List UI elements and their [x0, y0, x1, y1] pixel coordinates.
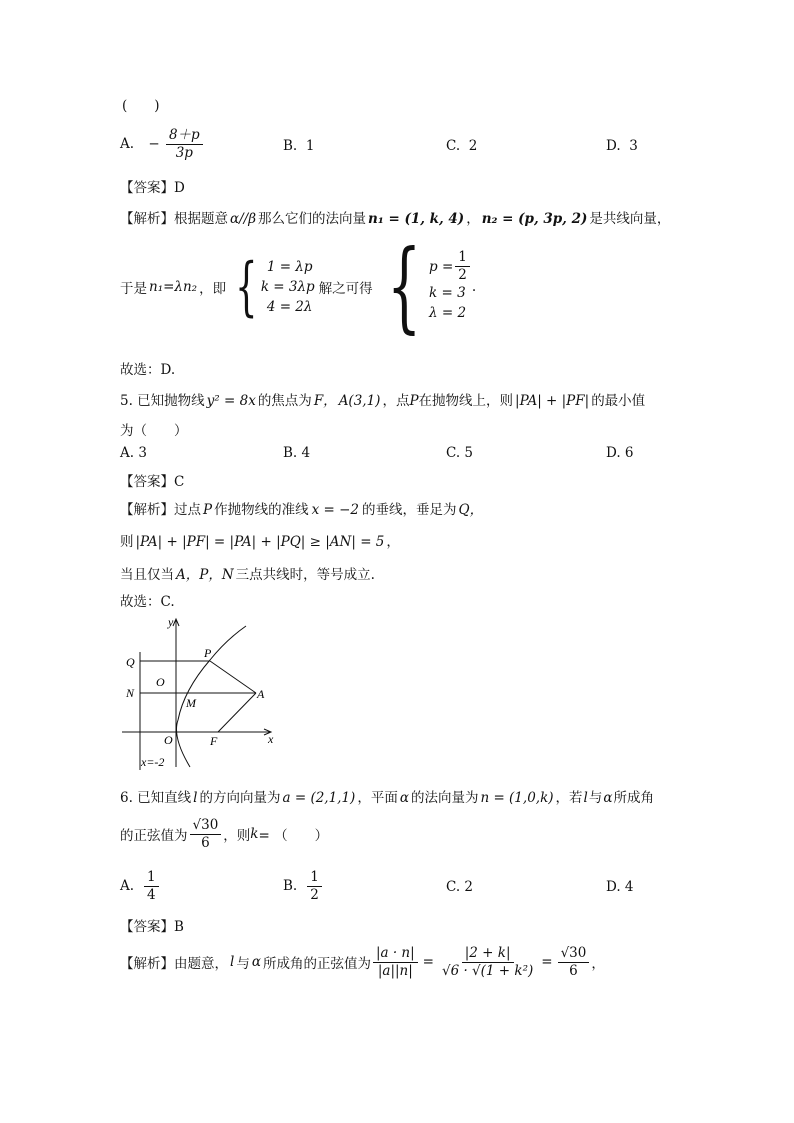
text: 解之可得	[318, 281, 373, 297]
text: 是共线向量，	[589, 211, 671, 227]
text: ，点	[382, 393, 410, 409]
text: 作抛物线的准线	[214, 502, 309, 518]
math: A(3,1)	[338, 393, 381, 409]
equation	[429, 250, 472, 283]
text: ，即	[199, 281, 227, 297]
label-f: F	[210, 734, 218, 748]
q6-stem-line2	[120, 818, 328, 851]
q5-option-c: C. 5	[446, 445, 474, 461]
label-y: y	[168, 615, 174, 629]
math: x = −2	[311, 502, 360, 518]
text: 根据题意	[174, 211, 228, 227]
math: l	[193, 790, 198, 806]
equation: 4 = 2λ	[266, 299, 313, 316]
fraction-denominator: 2	[310, 886, 319, 903]
fraction	[439, 946, 536, 979]
q6-option-b	[283, 870, 324, 903]
math: k	[250, 826, 259, 843]
text: 当且仅当	[120, 567, 174, 583]
math: l	[583, 790, 588, 806]
negative-sign: −	[148, 135, 160, 152]
equals: =	[541, 954, 553, 971]
text: 的垂线，垂足为	[362, 502, 457, 518]
q5-answer: 【答案】C	[120, 474, 185, 490]
label-x: x	[268, 732, 274, 746]
text: 所成角	[613, 790, 654, 806]
math: n₁=λn₂	[149, 279, 198, 295]
label-directrix: x=-2	[141, 755, 165, 769]
math: α	[251, 954, 261, 971]
math: α//β	[230, 211, 257, 227]
label-q: Q	[126, 655, 135, 669]
option-label: B.	[283, 138, 298, 154]
math: l	[230, 954, 235, 971]
text: 与	[236, 956, 250, 973]
fraction-numerator: √30	[190, 818, 222, 835]
q4-answer: 【答案】D	[120, 180, 185, 196]
q4-option-c	[446, 138, 477, 154]
label-o-upper: O	[156, 675, 165, 689]
n1-vector: n₁ = (1, k, 4)	[368, 211, 465, 227]
q6-analysis	[120, 946, 605, 979]
text: ，	[386, 534, 400, 550]
option-label: B.	[283, 878, 298, 895]
option-value: 2	[468, 138, 478, 154]
fraction	[166, 128, 203, 161]
left-brace: {	[386, 230, 422, 344]
system-1	[226, 250, 315, 324]
math: y² = 8x	[206, 393, 256, 409]
math: α	[603, 790, 613, 806]
q6-option-c: C. 2	[446, 879, 474, 895]
fraction-denominator: |a||n|	[377, 962, 413, 979]
text: 于是	[120, 281, 147, 297]
q5-option-b: B. 4	[283, 445, 311, 461]
text: 的正弦值为	[120, 828, 188, 845]
text: 则	[120, 534, 134, 550]
q5-option-a: A. 3	[120, 445, 147, 461]
analysis-label: 【解析】	[120, 956, 174, 973]
math: F，	[313, 393, 337, 409]
fraction-numerator: 8＋p	[166, 128, 203, 145]
fraction-denominator: 6	[201, 834, 210, 851]
label-m: M	[186, 696, 196, 710]
option-label: A.	[120, 135, 135, 152]
option-value: 3	[629, 138, 638, 154]
system-2	[373, 230, 472, 344]
fraction	[190, 818, 222, 851]
q4-analysis-line2	[120, 230, 477, 344]
q5-stem-line2: 为（ ）	[120, 423, 188, 439]
q6-answer: 【答案】B	[120, 919, 184, 935]
q5-analysis-line2	[120, 530, 400, 550]
equation: 1 = λp	[266, 258, 313, 275]
label-o-origin: O	[164, 733, 173, 747]
label-n: N	[126, 686, 135, 700]
text: ，	[591, 956, 605, 973]
q6-option-d: D. 4	[606, 879, 634, 895]
analysis-label: 【解析】	[120, 211, 174, 227]
fraction-denominator: 6	[569, 962, 578, 979]
text: 在抛物线上，则	[418, 393, 514, 409]
option-label: C.	[446, 138, 461, 154]
fraction	[373, 946, 418, 979]
option-value: 1	[305, 138, 315, 154]
q5-stem-line1	[120, 389, 645, 409]
fraction	[144, 870, 159, 903]
fraction	[558, 946, 590, 979]
option-label: A.	[120, 878, 135, 895]
text: 6. 已知直线	[120, 790, 192, 806]
math: |PA| + |PF|	[515, 393, 590, 409]
math: A，P，N	[176, 567, 234, 583]
fraction	[455, 250, 470, 283]
text: 的方向向量为	[199, 790, 281, 806]
text: ，平面	[357, 790, 398, 806]
fraction-numerator: √30	[558, 946, 590, 963]
fraction-numerator: |2 + k|	[462, 946, 514, 963]
text: 5. 已知抛物线	[120, 393, 205, 409]
fraction-numerator: 1	[144, 870, 159, 887]
n2-vector: n₂ = (p, 3p, 2)	[481, 211, 588, 227]
text: 的法向量为	[410, 790, 479, 806]
option-label: D.	[606, 138, 621, 154]
text: 由题意，	[174, 956, 228, 973]
text: 那么它们的法向量	[258, 211, 367, 227]
segment-af	[218, 693, 256, 732]
fraction-numerator: 1	[455, 250, 470, 267]
equals: =	[422, 954, 434, 971]
vector-n: n = (1,0,k)	[480, 790, 554, 806]
system-lines	[429, 250, 472, 323]
q4-option-b	[283, 138, 314, 154]
text: = （ ）	[258, 828, 329, 845]
text: .	[471, 279, 477, 295]
q4-option-a	[120, 128, 205, 161]
q5-conclusion: 故选：C.	[120, 594, 175, 610]
text: 的最小值	[591, 393, 646, 409]
equation: k = 3	[429, 285, 466, 302]
math: P	[203, 502, 213, 518]
fraction-denominator: 2	[458, 267, 467, 284]
system-lines	[261, 257, 315, 318]
q6-option-a	[120, 870, 161, 903]
q4-paren: ( )	[122, 98, 160, 114]
q6-stem-line1	[120, 786, 654, 806]
fraction-numerator: |a · n|	[373, 946, 418, 963]
text: 的焦点为	[257, 393, 312, 409]
fraction	[307, 870, 322, 903]
equation: λ = 2	[429, 305, 467, 322]
text: ，则	[223, 828, 251, 845]
equation: k = 3λp	[260, 278, 315, 295]
fraction-denominator: √6 · √(1 + k²)	[441, 962, 534, 979]
text: 所成角的正弦值为	[262, 956, 371, 973]
text: 过点	[174, 502, 201, 518]
q5-analysis-line1	[120, 498, 483, 518]
math: α	[399, 790, 409, 806]
label-p: P	[204, 646, 212, 660]
vector-a: a = (2,1,1)	[282, 790, 356, 806]
fraction-denominator: 4	[147, 886, 156, 903]
segment-pa	[210, 661, 256, 693]
analysis-label: 【解析】	[120, 502, 174, 518]
math: Q，	[458, 502, 484, 518]
q5-analysis-line3	[120, 563, 375, 583]
left-brace: {	[235, 250, 258, 324]
lhs: p =	[429, 258, 454, 275]
text: 三点共线时，等号成立.	[235, 567, 375, 583]
text: ，	[466, 211, 480, 227]
q4-option-d	[606, 138, 638, 154]
q4-conclusion: 故选：D.	[120, 362, 176, 378]
q5-option-d: D. 6	[606, 445, 634, 461]
text: ，若	[555, 790, 583, 806]
q4-analysis-line1	[120, 207, 670, 227]
fraction-denominator: 3p	[175, 144, 193, 161]
parabola-figure	[118, 612, 288, 772]
math: |PA| + |PF| = |PA| + |PQ| ≥ |AN| = 5	[135, 534, 385, 550]
text: 与	[588, 790, 603, 806]
math: P	[409, 393, 419, 409]
fraction-numerator: 1	[307, 870, 322, 887]
label-a: A	[257, 687, 265, 701]
